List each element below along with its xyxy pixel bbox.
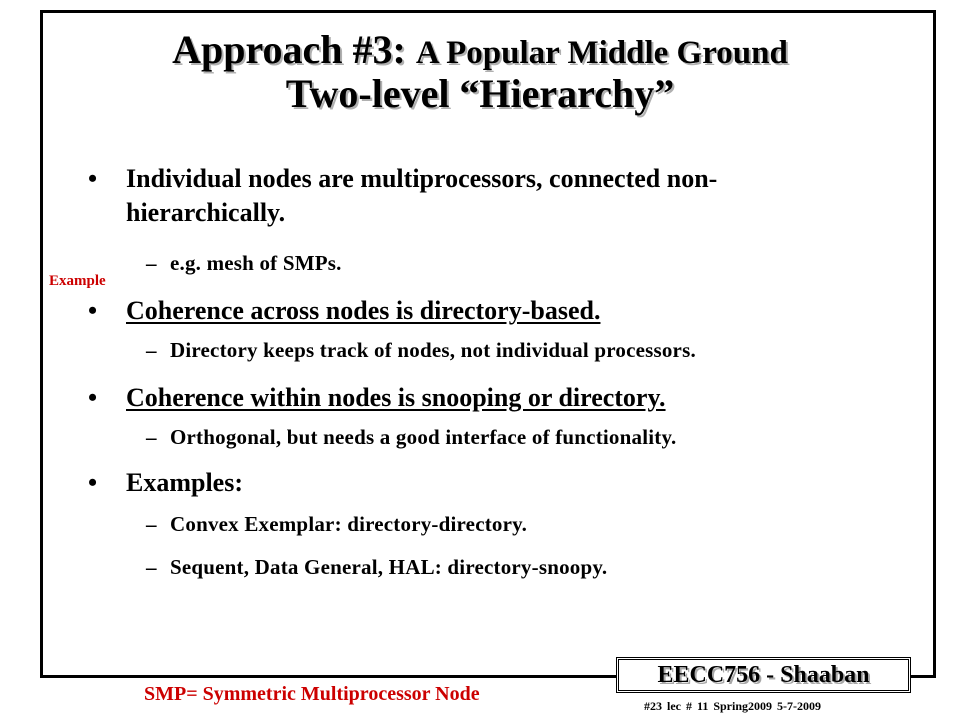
dash-icon: – <box>146 425 157 449</box>
bullet-icon: • <box>88 468 98 497</box>
lecture-info: #23 lec # 11 Spring2009 5-7-2009 <box>644 699 821 713</box>
sub-bullet-text-4: Convex Exemplar: directory-directory. <box>170 512 528 536</box>
sub-bullet-text-2: Directory keeps track of nodes, not individual processors. <box>170 338 696 362</box>
bullet-text-4: Examples: <box>126 468 243 497</box>
title-part-1: Approach #3: <box>172 27 406 72</box>
sub-bullet-text-5: Sequent, Data General, HAL: directory-snoopy. <box>170 555 608 579</box>
dash-icon: – <box>146 338 157 362</box>
example-tag: Example <box>49 273 106 289</box>
bullet-text-1-cont: hierarchically. <box>126 198 286 227</box>
dash-icon: – <box>146 512 157 536</box>
bullet-text-2: Coherence across nodes is directory-based. <box>126 296 601 325</box>
slide-title-line-2: Two-level “Hierarchy” <box>285 71 675 116</box>
bullet-text-1: Individual nodes are multiprocessors, connected non- <box>126 164 718 193</box>
bullet-icon: • <box>88 383 98 412</box>
course-logo: EECC756 - Shaaban <box>616 657 911 693</box>
slide-title-line-1 <box>0 26 960 73</box>
dash-icon: – <box>146 251 157 275</box>
footnote: SMP= Symmetric Multiprocessor Node <box>144 683 480 705</box>
dash-icon: – <box>146 555 157 579</box>
bullet-icon: • <box>88 296 98 325</box>
bullet-icon: • <box>88 164 98 193</box>
sub-bullet-text-3: Orthogonal, but needs a good interface of functionality. <box>170 425 677 449</box>
sub-bullet-text-1: e.g. mesh of SMPs. <box>170 251 342 275</box>
bullet-text-3: Coherence within nodes is snooping or directory. <box>126 383 666 412</box>
title-part-2: A Popular Middle Ground <box>415 35 788 71</box>
